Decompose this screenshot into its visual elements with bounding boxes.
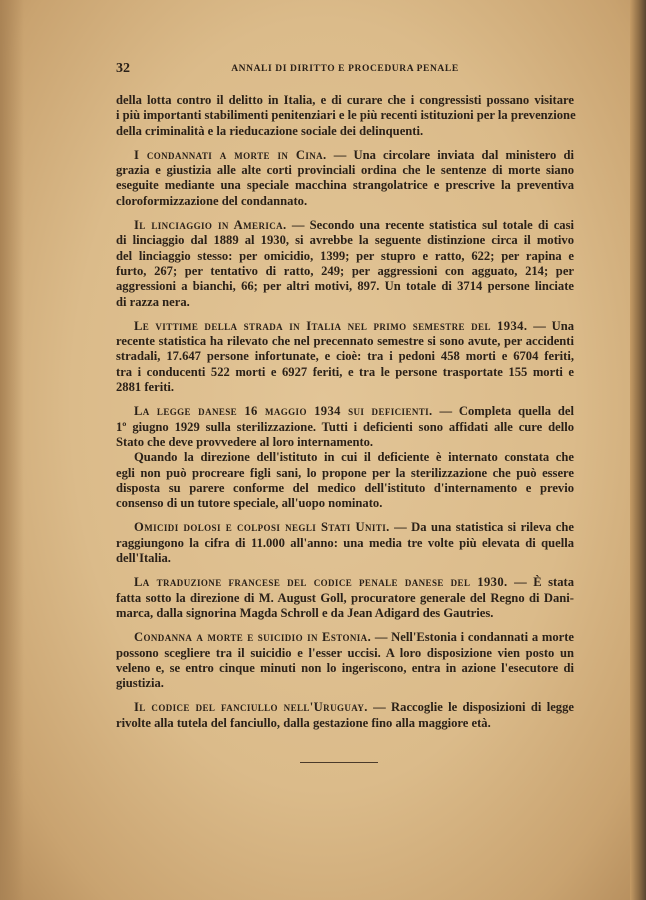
text-line <box>116 520 574 535</box>
text-line: del linciaggio stesso: per omicidio, 1399; per stupro e ratto, 622; per rapina e <box>116 248 574 263</box>
text-line: di razza nera. <box>116 294 190 309</box>
section-heading: La legge danese 16 maggio 1934 sui deficienti. <box>134 404 433 419</box>
running-title: ANNALI DI DIRITTO E PROCEDURA PENALE <box>231 64 459 74</box>
text-line: 2881 feriti. <box>116 380 175 395</box>
paragraph <box>116 700 574 731</box>
text-line: possono scegliere tra il suicidio e l'esser uccisi. A loro disposizione vien posto un <box>116 645 574 660</box>
body-text: — È stata <box>507 575 574 590</box>
text-line: i più importanti stabilimenti penitenziari e le più recenti istituzioni per la prevenzione <box>116 108 576 123</box>
text-line: Stato che deve provvedere al loro internamento. <box>116 434 374 449</box>
body-text: — Una <box>527 318 574 333</box>
paragraph <box>116 630 574 691</box>
paragraph <box>116 319 574 395</box>
text-line: 1º giugno 1929 sulla sterilizzazione. Tutti i deficienti sono affidati alle cure dello <box>116 419 574 434</box>
text-line: della criminalità e la rieducazione sociale dei delinquenti. <box>116 123 424 138</box>
paragraph <box>116 575 574 621</box>
paragraph <box>116 93 574 139</box>
text-line: stradali, 17.647 persone infortunate, e cioè: tra i pedoni 458 morti e 6704 feriti, <box>116 349 574 364</box>
text-line <box>116 700 574 715</box>
page-number: 32 <box>116 61 130 76</box>
section-end-rule <box>300 762 378 763</box>
body-text: — Nell'Estonia i condannati a morte <box>371 630 574 645</box>
paragraph <box>116 520 574 566</box>
body-text: — Da una statistica si rileva che <box>389 520 574 535</box>
text-line: fatta sotto la direzione di M. August Goll, procuratore generale del Regno di Dani- <box>116 590 574 605</box>
text-line <box>116 319 574 334</box>
text-line: raggiungono la cifra di 11.000 all'anno: una media tre volte più elevata di quella <box>116 535 574 550</box>
text-line <box>116 404 574 419</box>
text-line: della lotta contro il delitto in Italia, e di curare che i congressisti possano visitare <box>116 93 574 107</box>
body-text: — Una circolare inviata dal ministero di <box>326 147 574 162</box>
text-line: di linciaggio dal 1889 al 1930, si avrebbe la seguente distinzione circa il motivo <box>116 233 574 248</box>
text-line <box>116 630 574 645</box>
text-line: eseguite mediante una speciale macchina strangolatrice e prescrive la preventiva <box>116 178 574 193</box>
text-line: furto, 267; per tentativo di ratto, 249; per aggressioni con agguato, 214; per <box>116 263 574 278</box>
text-line: disposta su parere conforme del medico dell'istituto d'internamento e previo <box>116 480 574 495</box>
text-line: veleno e, se entro cinque minuti non lo ingeriscono, entra in azione l'esecutore di <box>116 660 574 675</box>
text-line: rivolte alla tutela del fanciullo, dalla gestazione fino alla maggiore età. <box>116 715 491 730</box>
text-line: recente statistica ha rilevato che nel precennato semestre si sono avute, per accidenti <box>116 334 574 349</box>
body-text: — Completa quella del <box>432 404 574 419</box>
text-line: egli non può procreare figli sani, lo propone per la sterilizzazione che può essere <box>116 465 574 480</box>
section-heading: Condanna a morte e suicidio in Estonia. <box>134 630 372 645</box>
text-line <box>116 148 574 163</box>
page-edge-right <box>630 0 646 900</box>
section-heading: Il linciaggio in America. <box>134 218 287 233</box>
section-heading: La traduzione francese del codice penale danese del 1930. <box>134 575 508 590</box>
paragraph <box>116 218 574 310</box>
page-edge-left <box>0 0 24 900</box>
text-line: cloroformizzazione del condannato. <box>116 193 308 208</box>
text-line: marca, dalla signorina Magda Schroll e da Jean Adigard des Gautries. <box>116 605 494 620</box>
text-line <box>116 575 574 590</box>
paragraph <box>116 404 574 511</box>
page-header <box>116 61 574 77</box>
body-text: — Raccoglie le disposizioni di legge <box>367 700 574 715</box>
section-heading: Omicidi dolosi e colposi negli Stati Uniti. <box>134 520 390 535</box>
section-heading: I condannati a morte in Cina. <box>134 147 327 162</box>
text-line: Quando la direzione dell'istituto in cui il deficiente è internato constata che <box>134 450 574 465</box>
text-line: tra i conducenti 522 morti e 6927 feriti, e tra le persone trasportate 155 morti e <box>116 364 574 379</box>
text-line: giustizia. <box>116 676 164 691</box>
text-line: aggressioni a bianchi, 66; per altri motivi, 897. Un totale di 3714 persone linciate <box>116 279 574 294</box>
paragraph <box>116 148 574 209</box>
section-heading: Le vittime della strada in Italia nel primo semestre del 1934. <box>134 318 528 333</box>
article-body <box>116 93 574 731</box>
section-heading: Il codice del fanciullo nell'Uruguay. <box>134 700 368 715</box>
body-text: — Secondo una recente statistica sul totale di casi <box>286 218 574 233</box>
text-line: grazia e giustizia alle alte corti provinciali ordina che le sentenze di morte siano <box>116 163 574 178</box>
text-line: dell'Italia. <box>116 551 171 566</box>
text-line: consenso di un tutore speciale, all'uopo nominato. <box>116 496 383 511</box>
text-line <box>116 218 574 233</box>
